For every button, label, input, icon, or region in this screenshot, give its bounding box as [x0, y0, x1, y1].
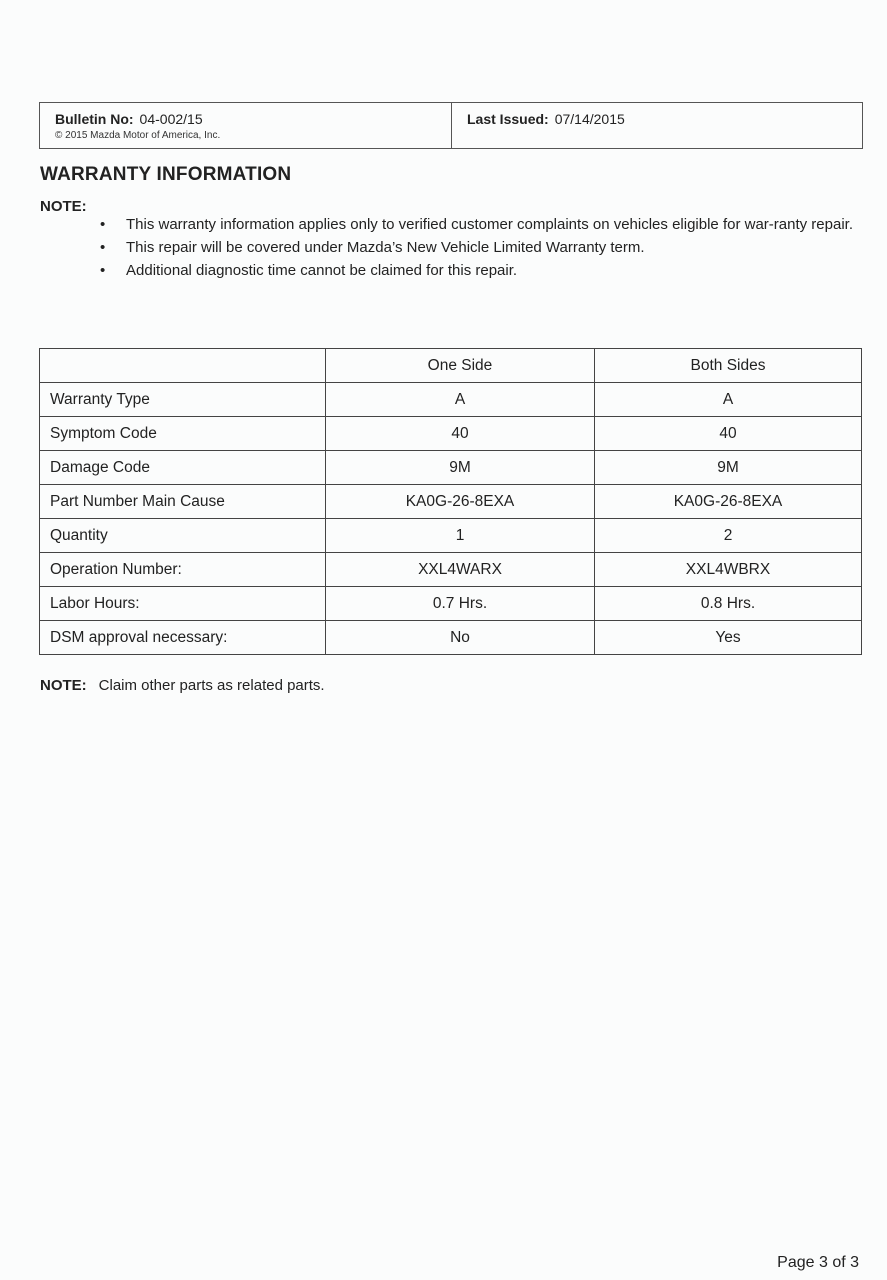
table-row: Quantity 1 2 — [40, 519, 862, 553]
bullet-icon: • — [100, 262, 106, 279]
table-row: Damage Code 9M 9M — [40, 451, 862, 485]
table-header-row — [40, 349, 862, 383]
note2-text: Claim other parts as related parts. — [98, 677, 325, 694]
bullet-item: • This warranty information applies only to verified customer complaints on vehicles eligible for war-ranty repair. — [100, 216, 853, 233]
bulletin-number: 04-002/15 — [139, 111, 203, 127]
copyright: © 2015 Mazda Motor of America, Inc. — [55, 130, 221, 141]
issue-info — [452, 103, 862, 148]
last-issued-label: Last Issued: — [467, 111, 549, 127]
bullet-icon: • — [100, 239, 106, 256]
bullet-item: • Additional diagnostic time cannot be claimed for this repair. — [100, 262, 518, 279]
note-bullets — [100, 215, 860, 284]
bulletin-header — [39, 102, 863, 149]
bulletin-info — [40, 103, 452, 148]
bullet-icon: • — [100, 216, 106, 233]
bullet-item: • This repair will be covered under Mazda’s New Vehicle Limited Warranty term. — [100, 239, 645, 256]
table-row: Operation Number: XXL4WARX XXL4WBRX — [40, 553, 862, 587]
table-row: Labor Hours: 0.7 Hrs. 0.8 Hrs. — [40, 587, 862, 621]
column-header-one-side: One Side — [326, 349, 595, 383]
page-number: Page 3 of 3 — [777, 1254, 859, 1271]
table-row: DSM approval necessary: No Yes — [40, 621, 862, 655]
last-issued-date: 07/14/2015 — [554, 111, 625, 127]
note2-label: NOTE: — [40, 677, 87, 694]
table-row: Part Number Main Cause KA0G-26-8EXA KA0G-26-8EXA — [40, 485, 862, 519]
column-header-both-sides: Both Sides — [595, 349, 862, 383]
table-row: Symptom Code 40 40 — [40, 417, 862, 451]
related-parts-note — [40, 677, 325, 694]
warranty-table — [39, 348, 862, 655]
note-label: NOTE: — [40, 198, 87, 215]
table-row: Warranty Type A A — [40, 383, 862, 417]
column-header — [40, 349, 326, 383]
bulletin-label: Bulletin No: — [55, 111, 134, 127]
section-title: WARRANTY INFORMATION — [40, 164, 292, 185]
